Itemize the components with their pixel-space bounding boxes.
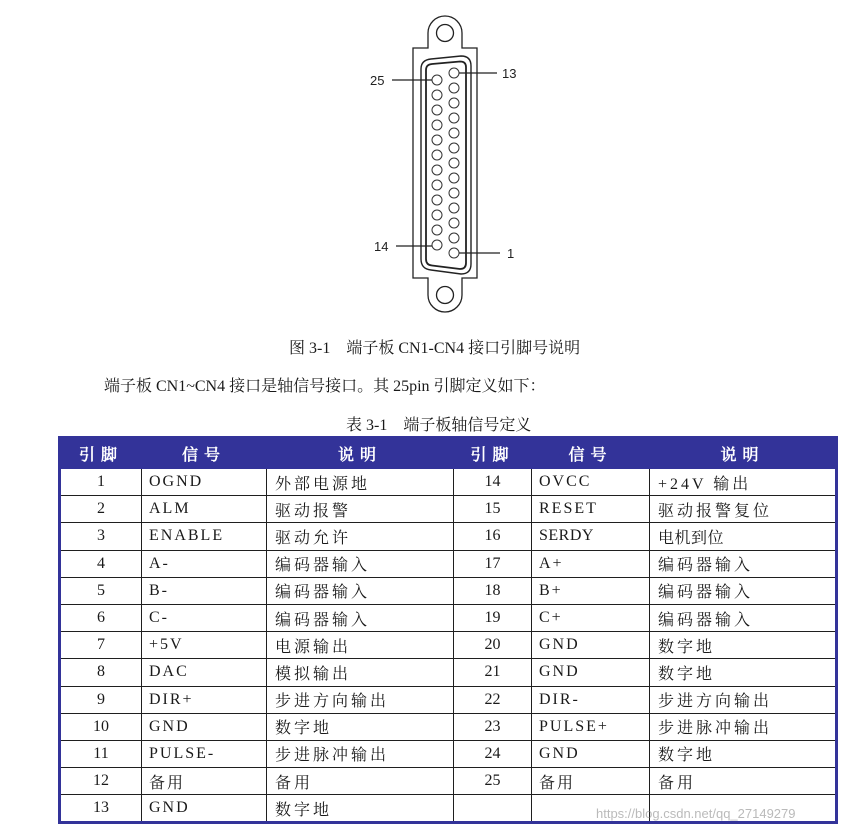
connector-shell-outer (421, 56, 471, 274)
table-row (60, 523, 837, 550)
table-row (60, 604, 837, 631)
signal-cell: GND (532, 632, 650, 659)
pin (432, 75, 442, 85)
pin-number-cell: 15 (454, 496, 532, 523)
pin-number-cell: 7 (60, 632, 142, 659)
description-cell: 驱动允许 (267, 523, 454, 550)
pin (449, 233, 459, 243)
signal-cell: PULSE- (142, 740, 267, 767)
header-description: 说明 (650, 438, 837, 469)
pin-number-cell: 1 (60, 469, 142, 496)
signal-cell: PULSE+ (532, 713, 650, 740)
description-cell: 编码器输入 (650, 550, 837, 577)
pin-number-cell: 25 (454, 768, 532, 795)
pin-number-cell: 12 (60, 768, 142, 795)
pin-number-cell: 20 (454, 632, 532, 659)
pin-number-cell: 11 (60, 740, 142, 767)
description-cell: 步进方向输出 (267, 686, 454, 713)
table-header-row (60, 438, 837, 469)
signal-cell: ALM (142, 496, 267, 523)
description-cell: 外部电源地 (267, 469, 454, 496)
description-cell: 步进脉冲输出 (267, 740, 454, 767)
pin (432, 135, 442, 145)
signal-cell: GND (142, 795, 267, 823)
pin (449, 68, 459, 78)
signal-cell: OVCC (532, 469, 650, 496)
description-cell: 模拟输出 (267, 659, 454, 686)
table-row (60, 740, 837, 767)
description-cell: 编码器输入 (650, 604, 837, 631)
pin-number-cell: 2 (60, 496, 142, 523)
description-cell: 电机到位 (650, 523, 837, 550)
signal-cell: SERDY (532, 523, 650, 550)
pin-number-cell: 3 (60, 523, 142, 550)
header-signal: 信号 (532, 438, 650, 469)
description-cell: 编码器输入 (267, 604, 454, 631)
pin (449, 188, 459, 198)
table-row (60, 686, 837, 713)
pin (449, 173, 459, 183)
pin (432, 195, 442, 205)
pin-number-cell: 22 (454, 686, 532, 713)
table-row (60, 496, 837, 523)
signal-cell: 备用 (142, 768, 267, 795)
description-cell: 电源输出 (267, 632, 454, 659)
signal-cell: 备用 (532, 768, 650, 795)
table-row (60, 713, 837, 740)
description-cell: 数字地 (267, 795, 454, 823)
pin-label-1: 1 (507, 246, 515, 261)
pin-number-cell: 4 (60, 550, 142, 577)
pin-number-cell: 14 (454, 469, 532, 496)
pin-column-right (449, 68, 459, 258)
pin (432, 225, 442, 235)
pin-number-cell: 16 (454, 523, 532, 550)
watermark: https://blog.csdn.net/qq_27149279 (596, 806, 796, 821)
pin (432, 165, 442, 175)
signal-cell: RESET (532, 496, 650, 523)
pin (449, 83, 459, 93)
pin (449, 128, 459, 138)
table-row (60, 550, 837, 577)
pin (432, 90, 442, 100)
description-cell: 数字地 (267, 713, 454, 740)
header-signal: 信号 (142, 438, 267, 469)
signal-cell: A+ (532, 550, 650, 577)
signal-cell: GND (532, 659, 650, 686)
pin-number-cell: 6 (60, 604, 142, 631)
description-cell: 步进方向输出 (650, 686, 837, 713)
description-cell: 数字地 (650, 740, 837, 767)
signal-cell: GND (532, 740, 650, 767)
table-caption: 表 3-1 端子板轴信号定义 (346, 417, 532, 434)
signal-cell: DIR+ (142, 686, 267, 713)
pin-label-25: 25 (370, 73, 385, 88)
signal-cell: DAC (142, 659, 267, 686)
pin-number-cell: 21 (454, 659, 532, 686)
pin (432, 150, 442, 160)
table-row (60, 659, 837, 686)
signal-cell: B+ (532, 577, 650, 604)
pin (449, 158, 459, 168)
pin-number-cell: 10 (60, 713, 142, 740)
description-cell: 编码器输入 (267, 577, 454, 604)
pin-number-cell: 24 (454, 740, 532, 767)
signal-cell: C+ (532, 604, 650, 631)
description-cell: 数字地 (650, 659, 837, 686)
signal-cell: C- (142, 604, 267, 631)
header-pin: 引脚 (60, 438, 142, 469)
pin (432, 180, 442, 190)
pin-definition-table (58, 436, 838, 824)
signal-cell: A- (142, 550, 267, 577)
header-description: 说明 (267, 438, 454, 469)
description-cell: 备用 (267, 768, 454, 795)
connector-shell-inner (426, 62, 466, 270)
pin (432, 240, 442, 250)
description-cell: 数字地 (650, 632, 837, 659)
signal-cell: OGND (142, 469, 267, 496)
pin-number-cell: 9 (60, 686, 142, 713)
pin (432, 120, 442, 130)
empty-cell (454, 795, 532, 823)
description-cell: 驱动报警复位 (650, 496, 837, 523)
pin (449, 113, 459, 123)
pin-number-cell: 5 (60, 577, 142, 604)
pin (449, 98, 459, 108)
db25-connector-diagram (0, 0, 849, 330)
description-cell: 编码器输入 (267, 550, 454, 577)
signal-cell: B- (142, 577, 267, 604)
pin (432, 105, 442, 115)
description-cell: 编码器输入 (650, 577, 837, 604)
table-row (60, 768, 837, 795)
pin-number-cell: 17 (454, 550, 532, 577)
table-row (60, 469, 837, 496)
signal-cell: +5V (142, 632, 267, 659)
description-cell: +24V 输出 (650, 469, 837, 496)
description-cell: 步进脉冲输出 (650, 713, 837, 740)
description-cell: 备用 (650, 768, 837, 795)
pin-column-left (432, 75, 442, 250)
signal-cell: DIR- (532, 686, 650, 713)
mounting-hole (437, 287, 454, 304)
pin-number-cell: 23 (454, 713, 532, 740)
table-row (60, 577, 837, 604)
pin-number-cell: 19 (454, 604, 532, 631)
pin (449, 248, 459, 258)
pin (432, 210, 442, 220)
pin (449, 203, 459, 213)
figure-caption: 图 3-1 端子板 CN1-CN4 接口引脚号说明 (289, 340, 581, 357)
pin-label-13: 13 (502, 66, 517, 81)
pin-number-cell: 18 (454, 577, 532, 604)
pin (449, 143, 459, 153)
signal-cell: GND (142, 713, 267, 740)
table-row (60, 632, 837, 659)
header-pin: 引脚 (454, 438, 532, 469)
pin-number-cell: 8 (60, 659, 142, 686)
pin (449, 218, 459, 228)
description-cell: 驱动报警 (267, 496, 454, 523)
mounting-hole (437, 25, 454, 42)
pin-label-14: 14 (374, 239, 389, 254)
pin-number-cell: 13 (60, 795, 142, 823)
signal-cell: ENABLE (142, 523, 267, 550)
body-paragraph: 端子板 CN1~CN4 接口是轴信号接口。其 25pin 引脚定义如下： (104, 378, 546, 395)
